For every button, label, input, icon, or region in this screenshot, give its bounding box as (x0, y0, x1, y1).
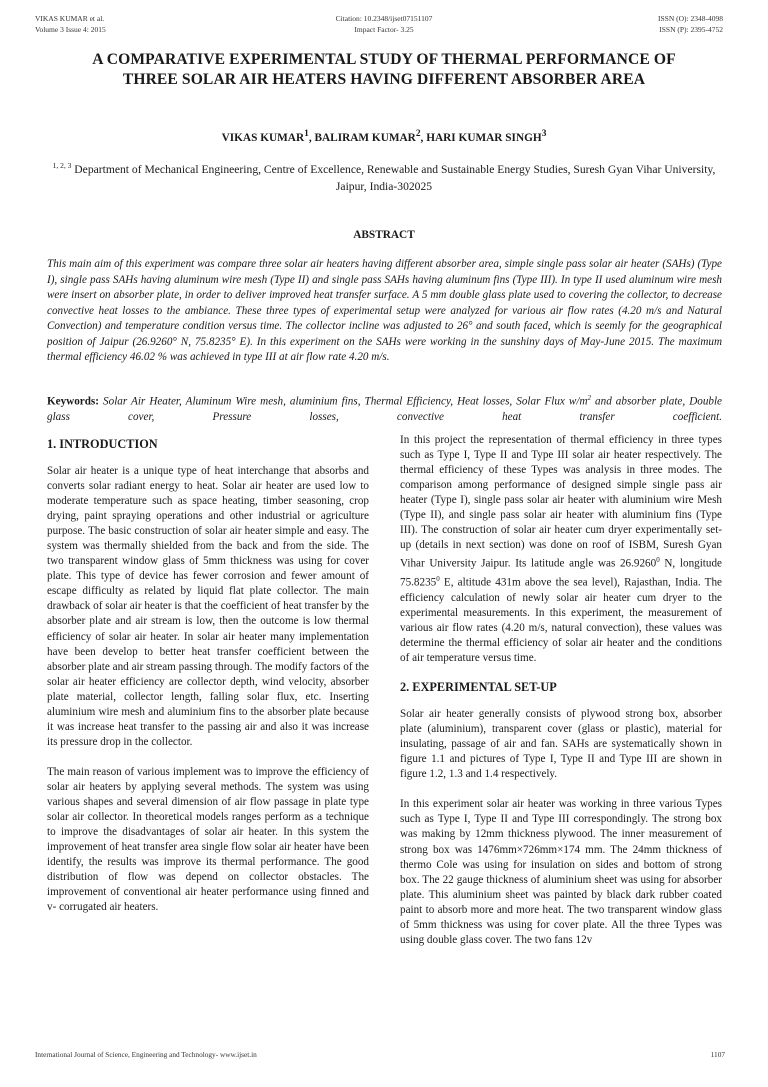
left-column (47, 436, 369, 915)
intro-paragraph-2: The main reason of various implement was to improve the efficiency of solar air heaters by applying several methods. The system was using various shapes and several dimension of air flow passage in plate type solar air collector. In theoretical models ranges perform as a technique to improve the disadvantages of solar air heater. In this system the improvement of heat transfer area single flow solar air heater have been identify, the results was improve its thermal performance. The good distribution of flow was depend on collector obstacles. The improvement of conventional air heater performance using finned and v- corrugated air heaters. (47, 765, 369, 914)
setup-heading: 2. EXPERIMENTAL SET-UP (400, 680, 557, 695)
intro-paragraph-1: Solar air heater is a unique type of heat interchange that absorbs and converts solar radiant energy to heat. Solar air heater are used low to moderate temperature such as space heating, timber seasoning, crop drying, paint spraying operations and other industrial or agriculture purpose. The basic construction of solar air heater simple and easy. The system was thermally shielded from the back and from the side. The two transparent window glass of 5mm thickness was using for cover plate. This type of device has fewer corrosion and fewer amount of escape difficulty as related by liquid flat plate collector. The main drawback of solar air heater is that the coefficient of heat transfer by the absorber plate and air stream is low, then the outcome is low thermal efficiency of solar air heater. In solar air heater many implementation have been develop to better heat transfer coefficient between the absorber plate and air stream passing through. The modify factors of the solar air heater efficiency are collector depth, wind velocity, absorber plate material, collector length, falling solar flux, etc. Inserting aluminium wire mesh and aluminium fins to the absorber plate because it was increase heat transfer to the passing air and also it was increase its pressure drop in the collector. (47, 465, 369, 748)
author-3: HARI KUMAR SINGH (426, 131, 542, 144)
header-volume: Volume 3 Issue 4: 2015 (35, 25, 106, 34)
intro-heading: 1. INTRODUCTION (47, 437, 158, 451)
abstract-body: This main aim of this experiment was compare three solar air heaters having different absorber area, simple single pass solar air heater (SAHs) (Type I), single pass SAHs having aluminum wire mesh (Type II) and single pass SAHs having aluminum fins (Type III). In type II used aluminum wire mesh were insert on absorber plate, in order to deliver improved heat transfer surface. A 5 mm double glass plate used to covering the collector, to decrease convective heat losses to the ambiance. These three types of experimental setup were analyzed for various air flow rates (4.20 m/s and Natural Convection) and temperature condition versus time. The collector incline was adjusted to 26° and south faced, which is seemly for the geographical position of Jaipur (26.9260° N, 75.8235° E). In this experiment on the SAHs were working in the sunshiny days of May-June 2015. The maximum thermal efficiency 46.02 % was achieved in type III at air flow rate 4.20 m/s. (47, 258, 722, 363)
author-list: VIKAS KUMAR$^1$, BALIRAM KUMAR$^2$, HARI KUMAR SINGH$^3$ (221, 129, 547, 144)
running-header-right (658, 13, 723, 35)
intro-paragraph-3 (400, 433, 722, 666)
author-1: VIKAS KUMAR (221, 131, 305, 144)
affiliation-text: Department of Mechanical Engineering, Centre of Excellence, Renewable and Sustainable Energy Studies, Suresh Gyan Vihar University, Jaipur, India-302025 (74, 162, 716, 193)
header-issn-print: ISSN (P): 2395-4752 (659, 25, 723, 34)
page-number: 1107 (710, 1050, 725, 1059)
longitude-degree-sup: 0 (436, 575, 440, 584)
title-line-1: A COMPARATIVE EXPERIMENTAL STUDY OF THERMAL PERFORMANCE OF (92, 51, 676, 68)
running-header-left (35, 13, 106, 35)
page-footer (35, 1050, 725, 1059)
header-authors: VIKAS KUMAR et al. (35, 14, 105, 23)
intro-p3-part-a: In this project the representation of thermal efficiency in three types such as Type I, Type II and Type III solar air heater respectively. The thermal efficiency of these Types was analysis in three modes. The comparison among performance of designed simple single pass air heater (Type I), single pass solar air heater with aluminium wire Mesh (Type II), and single pass solar air heater with aluminium fins (Type III). The construction of solar air heater cum dryer experimentally set-up (details in next section) was done on roof of ISBM, Suresh Gyan Vihar University Jaipur. Its latitude angle was 26.9260 (400, 434, 722, 571)
author-2: BALIRAM KUMAR (314, 131, 416, 144)
keywords-label: Keywords: (47, 395, 99, 408)
footer-journal: International Journal of Science, Engineering and Technology- www.ijset.in (35, 1050, 257, 1059)
setup-paragraph-2: In this experiment solar air heater was working in three various Types such as Type I, Type II and Type III correspondingly. The strong box was making by 12mm thickness plywood. The inner measurement of strong box was 1476mm×726mm×174 mm. The 24mm thickness of thermo Cole was using for insulation on sides and bottom of strong box. The 22 gauge thickness of aluminium sheet was using for absorber plate. This aluminium sheet was painted by black dark rubber coated paint to absorb more and more heat. The two transparent window glass of 5mm thickness was using for cover plate. All the three Types was using double glass cover. The two fans 12v (400, 798, 722, 946)
keywords-text-a: Solar Air Heater, Aluminum Wire mesh, aluminium fins, Thermal Efficiency, Heat losses, Solar Flux w/m (103, 395, 588, 408)
keywords (47, 391, 722, 426)
latitude-degree-sup: 0 (656, 556, 660, 565)
running-header-center (300, 13, 468, 35)
header-citation: Citation: 10.2348/ijset07151107 (335, 14, 433, 23)
abstract-heading: ABSTRACT (353, 229, 415, 241)
intro-p3-part-c: E, altitude 431m above the sea level), Rajasthan, India. The efficiency calculation of newly solar air heater cum dryer to the experimental measurements. In this experiment, the measurement of various air flow rates (4.20 m/s, natural convection), these values was determine the thermal efficiency of solar air heater and the conditions of air temperature versus time. (400, 576, 722, 665)
keywords-text-b: and absorber plate, Double glass cover, Pressure losses, convective heat transfer coefficient. (47, 395, 722, 424)
paper-title (40, 50, 728, 90)
header-impact: Impact Factor- 3.25 (354, 25, 414, 34)
affiliation (46, 157, 722, 195)
author-3-sup: 3 (541, 129, 547, 139)
author-1-sup: 1 (304, 129, 309, 139)
author-2-sup: 2 (415, 129, 421, 139)
title-line-2: THREE SOLAR AIR HEATERS HAVING DIFFERENT ABSORBER AREA (122, 71, 646, 88)
setup-paragraph-1: Solar air heater generally consists of plywood strong box, absorber plate (aluminium), transparent cover (glass or plastic), material for insulating, passage of air and fan. SAHs are systematically shown in figure 1.1 and pictures of Type I, Type II and Type III are shown in figure 1.2, 1.3 and 1.4 respectively. (400, 708, 722, 781)
affiliation-sup: 1, 2, 3 (52, 161, 72, 170)
header-issn-online: ISSN (O): 2348-4098 (658, 14, 723, 23)
right-column (400, 433, 722, 948)
keywords-sup: 2 (587, 394, 591, 402)
intro-p3-part-b: N, longitude 75.8235 (400, 558, 722, 589)
